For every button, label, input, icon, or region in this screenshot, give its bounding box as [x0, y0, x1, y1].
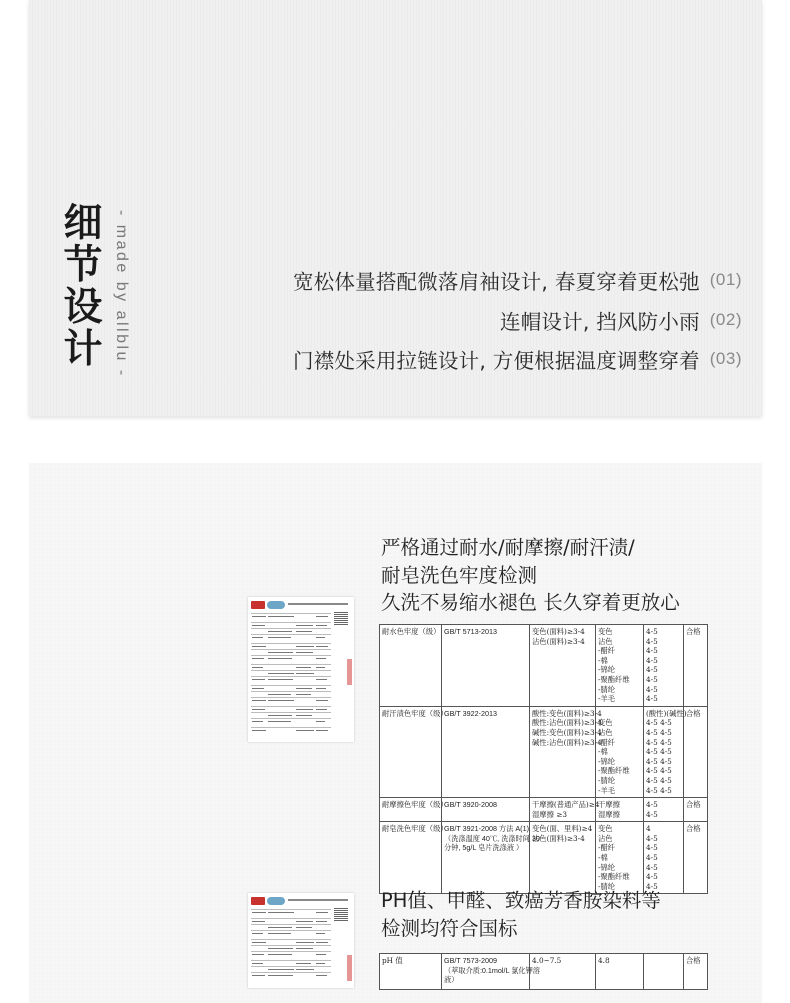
test-standard	[442, 954, 540, 990]
heading-line: 严格通过耐水/耐摩擦/耐汗渍/	[381, 536, 635, 559]
standard-line: GB/T 3921-2008 方法 A(1)	[444, 824, 529, 834]
requirement-line: 沾色(面料)≥3-4	[532, 636, 585, 646]
value: 4-5 4-5	[646, 737, 672, 747]
value: 4-5	[646, 881, 658, 891]
report-text-line	[268, 948, 293, 949]
report-text-line	[316, 954, 326, 955]
report-text-line	[296, 715, 312, 716]
value: 4-5	[646, 655, 658, 665]
report-text-line	[316, 933, 325, 934]
report-text-line	[268, 933, 291, 934]
report-text-line	[252, 688, 264, 689]
requirement	[530, 798, 600, 822]
report-text-line	[316, 658, 326, 659]
result: 合格	[684, 822, 708, 894]
report-rule	[251, 628, 331, 629]
value: 4-5	[646, 872, 658, 882]
value: 4-5 4-5	[646, 718, 672, 728]
report-text-line	[316, 912, 328, 913]
report-rule	[251, 966, 331, 967]
requirement-line: 湿摩擦 ≥3	[532, 809, 567, 819]
standard-line: （洗涤温度 40℃, 洗涤时间 30	[444, 833, 540, 843]
label: 湿摩擦	[598, 809, 620, 819]
label: -锦纶	[598, 665, 616, 675]
requirement-line: 变色(面料)≥3-4	[532, 627, 585, 636]
value: 4-5 4-5	[646, 747, 672, 757]
report-text-line	[316, 625, 327, 626]
table-row	[380, 706, 708, 797]
report-rule	[251, 706, 331, 707]
report-text-line	[296, 927, 312, 928]
value: 4-5 4-5	[646, 785, 672, 795]
measured-labels	[596, 706, 644, 797]
label: -醋纤	[598, 646, 616, 656]
report-text-line	[252, 709, 265, 710]
heading-line: 检测均符合国标	[381, 916, 518, 940]
report-seal-mark	[347, 659, 352, 685]
measured-values	[644, 798, 684, 822]
label: -腈纶	[598, 881, 616, 891]
report-rule	[251, 622, 331, 623]
report-text-line	[316, 616, 328, 617]
report-text-line	[268, 616, 294, 617]
report-text-line	[296, 963, 311, 964]
test-standard	[442, 625, 530, 707]
report-text-line	[268, 637, 291, 638]
heading-line: 久洗不易缩水褪色 长久穿着更放心	[381, 591, 680, 614]
test-item: 耐汗渍色牢度（级）	[380, 706, 442, 797]
report-text-line	[252, 646, 266, 647]
feature-text: 宽松体量搭配微落肩袖设计, 春夏穿着更松弛	[293, 270, 700, 294]
standard-line: （萃取介质:0.1mol/L 氯化钾溶	[444, 965, 540, 975]
report-text-line	[268, 631, 292, 632]
measured-values	[644, 706, 687, 797]
report-rule	[251, 670, 331, 671]
report-rule	[251, 924, 331, 925]
report-rule	[251, 697, 331, 698]
label: -羊毛	[598, 694, 616, 704]
heading-line: 耐皂洗色牢度检测	[381, 563, 538, 587]
value: 4-5	[646, 809, 658, 819]
report-text-line	[316, 688, 326, 689]
report-text-line	[252, 912, 266, 913]
report-rule	[251, 951, 331, 952]
ph-results-table	[379, 953, 708, 990]
value: 4-5 4-5	[646, 775, 672, 785]
report-text-line	[296, 969, 314, 970]
report-text-line	[252, 921, 265, 922]
feature-number: (03)	[709, 349, 742, 368]
table-row	[380, 822, 708, 894]
report-logo-icon	[251, 897, 265, 905]
value: 4-5	[646, 646, 658, 656]
report-text-line	[316, 942, 328, 943]
report-text-line	[252, 667, 263, 668]
measured-values	[644, 625, 684, 707]
report-rule	[251, 664, 331, 665]
label: -棉	[598, 655, 608, 665]
report-rule	[251, 939, 331, 940]
report-text-line	[296, 948, 313, 949]
report-text-line	[252, 658, 264, 659]
requirement-line: 4.0~7.5	[532, 956, 562, 965]
test-standard	[442, 798, 530, 822]
report-text-line	[316, 646, 328, 647]
report-text-line	[268, 969, 294, 970]
measured-labels	[596, 954, 644, 990]
qr-code-icon	[334, 907, 348, 921]
quality-heading-1	[381, 534, 680, 617]
label: 干摩擦	[598, 800, 620, 810]
value: (酸性)(碱性)	[646, 708, 687, 718]
requirement-line: 碱性:沾色(面料)≥3-4	[532, 737, 602, 747]
test-item: 耐摩擦色牢度（级）	[380, 798, 442, 822]
value: 4-5	[646, 833, 658, 843]
report-text-line	[252, 721, 263, 722]
table-row	[380, 798, 708, 822]
report-text-line	[252, 625, 265, 626]
label: 沾色	[598, 636, 613, 646]
report-text-line	[252, 954, 264, 955]
label: -醋纤	[598, 843, 616, 853]
value: 4-5	[646, 684, 658, 694]
qr-code-icon	[334, 611, 348, 625]
test-item: 耐水色牢度（级）	[380, 625, 442, 707]
value: 4-5	[646, 853, 658, 863]
value: 4-5	[646, 694, 658, 704]
standard-line: GB/T 5713-2013	[444, 627, 498, 636]
feature-line-2	[500, 307, 742, 333]
value: 4-5	[646, 862, 658, 872]
requirement	[530, 822, 596, 894]
test-standard	[442, 706, 530, 797]
report-text-line	[296, 673, 314, 674]
report-text-line	[316, 679, 327, 680]
value: 4-5	[646, 627, 658, 636]
value: 4	[646, 824, 651, 834]
label: -腈纶	[598, 684, 616, 694]
standard-line: GB/T 7573-2009	[444, 956, 498, 965]
report-logo-icon	[251, 601, 265, 609]
value: 4-5	[646, 636, 658, 646]
report-rule	[251, 634, 331, 635]
label: 沾色	[598, 833, 613, 843]
requirement	[530, 625, 596, 707]
feature-number: (02)	[709, 310, 742, 329]
report-rule	[251, 909, 331, 910]
feature-line-3	[293, 346, 742, 372]
label: 沾色	[598, 727, 613, 737]
label: 变色	[598, 627, 613, 636]
requirement	[530, 706, 602, 797]
report-text-line	[268, 927, 292, 928]
report-text-line	[252, 679, 265, 680]
report-text-line	[316, 637, 325, 638]
label: -腈纶	[598, 775, 616, 785]
label: -锦纶	[598, 756, 616, 766]
standard-line: 分钟, 5g/L 皂片洗涤液 ）	[444, 843, 524, 853]
report-text-line	[252, 730, 266, 731]
report-rule	[251, 918, 331, 919]
table-row	[380, 954, 708, 990]
report-text-line	[316, 730, 328, 731]
requirement-line: 碱性:变色(面料)≥3-4	[532, 727, 602, 737]
report-text-line	[268, 700, 294, 701]
feature-text: 门襟处采用拉链设计, 方便根据温度调整穿着	[293, 349, 700, 373]
report-text-line	[268, 694, 291, 695]
label: 变色	[598, 824, 613, 834]
value: 4-5	[646, 843, 658, 853]
report-mark-icon	[267, 897, 285, 905]
report-text-line	[252, 700, 266, 701]
report-text-line	[296, 688, 312, 689]
report-seal-mark	[347, 955, 352, 981]
report-text-line	[268, 975, 293, 976]
report-text-line	[296, 694, 311, 695]
report-rule	[251, 649, 331, 650]
brand-subtitle: - made by allblu -	[113, 210, 130, 378]
measured-labels	[596, 798, 644, 822]
report-text-line	[316, 975, 327, 976]
detail-title-char: 设	[63, 285, 103, 330]
report-text-line	[296, 631, 312, 632]
report-text-line	[316, 921, 327, 922]
label: -聚酯纤维	[598, 674, 630, 684]
label: -羊毛	[598, 785, 616, 795]
report-text-line	[296, 625, 313, 626]
label: -棉	[598, 853, 608, 863]
report-rule	[251, 960, 331, 961]
report-text-line	[268, 673, 294, 674]
result: 合格	[684, 706, 708, 797]
report-rule	[251, 972, 331, 973]
report-text-line	[268, 652, 293, 653]
report-text-line	[316, 700, 328, 701]
detail-title-char: 细	[63, 201, 103, 246]
detail-title-char: 节	[63, 243, 103, 288]
report-text-line	[316, 721, 325, 722]
report-text-line	[296, 921, 313, 922]
report-rule	[251, 712, 331, 713]
result: 合格	[684, 798, 708, 822]
report-text-line	[252, 637, 263, 638]
label: 变色	[598, 718, 613, 728]
value: 4-5 4-5	[646, 727, 672, 737]
label: -醋纤	[598, 737, 616, 747]
report-header	[288, 899, 348, 901]
measured-labels	[596, 822, 644, 894]
feature-line-1	[293, 267, 742, 293]
label: 4.8	[598, 956, 610, 965]
report-text-line	[296, 652, 313, 653]
test-report-thumbnail	[248, 893, 354, 988]
report-text-line	[252, 933, 263, 934]
detail-title	[62, 203, 104, 371]
label: -锦纶	[598, 862, 616, 872]
report-text-line	[316, 963, 325, 964]
report-rule	[251, 676, 331, 677]
label: -聚酯纤维	[598, 872, 630, 882]
standard-line: GB/T 3920-2008	[444, 800, 498, 810]
requirement-line: 沾色(面料)≥3-4	[532, 833, 585, 843]
report-text-line	[296, 667, 311, 668]
requirement-line: 变色(面、里料)≥4	[532, 824, 593, 834]
report-text-line	[252, 975, 265, 976]
test-results-table	[379, 624, 708, 894]
report-text-line	[296, 646, 314, 647]
requirement-line: 酸性:沾色(面料)≥3-4	[532, 718, 602, 728]
label	[598, 709, 641, 719]
report-text-line	[296, 942, 314, 943]
result: 合格	[684, 625, 708, 707]
test-item: 耐皂洗色牢度（级）	[380, 822, 442, 894]
report-text-line	[268, 954, 292, 955]
label: -棉	[598, 747, 608, 757]
measured-values	[644, 954, 684, 990]
report-rule	[251, 718, 331, 719]
report-text-line	[316, 667, 325, 668]
report-text-line	[296, 730, 314, 731]
report-mark-icon	[267, 601, 285, 609]
report-text-line	[296, 709, 313, 710]
value: 4-5	[646, 665, 658, 675]
heading-line: PH值、甲醛、致癌芳香胺染料等	[381, 889, 661, 912]
test-standard	[442, 822, 540, 894]
quality-heading-2	[381, 887, 661, 942]
label: -聚酯纤维	[598, 766, 630, 776]
value: 4-5 4-5	[646, 766, 672, 776]
measured-values	[644, 822, 684, 894]
report-rule	[251, 643, 331, 644]
report-rule	[251, 945, 331, 946]
report-rule	[251, 655, 331, 656]
value: 4-5 4-5	[646, 756, 672, 766]
detail-title-char: 计	[63, 327, 103, 372]
requirement-line: 干摩擦(普通产品)≥4	[532, 800, 600, 810]
requirement-line: 酸性:变色(面料)≥3-4	[532, 708, 602, 718]
value: 4-5	[646, 800, 658, 810]
test-item: pH 值	[380, 954, 442, 990]
report-text-line	[316, 709, 327, 710]
test-report-thumbnail	[248, 597, 354, 742]
result: 合格	[684, 954, 708, 990]
report-text-line	[268, 715, 292, 716]
report-rule	[251, 613, 331, 614]
table-row	[380, 625, 708, 707]
report-rule	[251, 685, 331, 686]
report-text-line	[268, 658, 292, 659]
feature-number: (01)	[709, 270, 742, 289]
report-text-line	[252, 963, 263, 964]
report-text-line	[268, 721, 291, 722]
report-rule	[251, 930, 331, 931]
report-rule	[251, 727, 331, 728]
report-text-line	[268, 679, 293, 680]
standard-line: 液）	[444, 975, 459, 985]
measured-labels	[596, 625, 644, 707]
feature-text: 连帽设计, 挡风防小雨	[500, 310, 700, 334]
standard-line: GB/T 3922-2013	[444, 708, 498, 718]
value: 4-5	[646, 674, 658, 684]
report-header	[288, 603, 348, 605]
report-text-line	[252, 616, 266, 617]
report-rule	[251, 691, 331, 692]
report-text-line	[252, 942, 266, 943]
report-text-line	[268, 912, 294, 913]
